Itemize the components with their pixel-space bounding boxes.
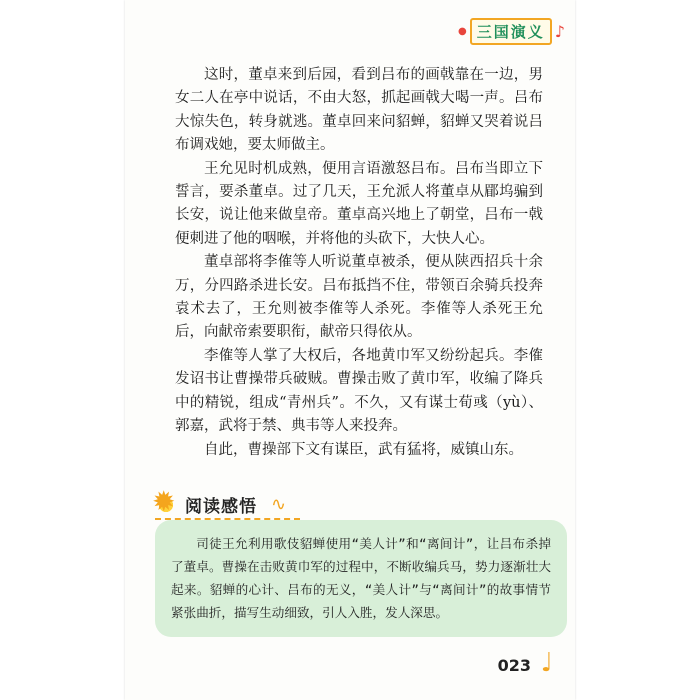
music-note-icon: ♪	[554, 22, 565, 41]
page-number: 023	[497, 656, 531, 675]
music-note-icon: ♩	[540, 648, 553, 678]
section-heading	[155, 492, 286, 517]
paragraph: 这时，董卓来到后园，看到吕布的画戟靠在一边，男女二人在亭中说话，不由大怒，抓起画戟大喝一声。吕布大惊失色，转身就逃。董卓回来问貂蝉，貂蝉又哭着说吕布调戏她，要太师做主。	[175, 67, 543, 154]
dot-icon: ●	[458, 26, 467, 37]
book-title: 三国演义	[470, 18, 552, 45]
paragraph: 李傕等人掌了大权后，各地黄巾军又纷纷起兵。李傕发诏书让曹操带兵破贼。曹操击败了黄巾军，收编了降兵中的精锐，组成“青州兵”。不久，又有谋士荀彧（yù）、郭嘉，武将于禁、典韦等人来投奔。	[175, 347, 543, 435]
paragraph: 王允见时机成熟，便用言语激怒吕布。吕布当即立下誓言，要杀董卓。过了几天，王允派人将董卓从郿坞骗到长安，说让他来做皇帝。董卓高兴地上了朝堂，吕布一戟便刺进了他的咽喉，并将他的头砍下，大快人心。	[175, 160, 543, 247]
section-title: 阅读感悟	[185, 497, 257, 517]
reading-summary-box	[155, 520, 567, 637]
paragraph: 董卓部将李傕等人听说董卓被杀，便从陕西招兵十余万，分四路杀进长安。吕布抵挡不住，带领百余骑兵投奔袁术去了，王允则被李傕等人杀死。李傕等人杀死王允后，向献帝索要职衔，献帝只得依从。	[175, 254, 543, 341]
paragraph: 自此，曹操部下文有谋臣，武有猛将，威镇山东。	[204, 441, 523, 458]
book-title-badge	[458, 18, 565, 45]
main-text	[175, 64, 543, 462]
book-page	[125, 0, 575, 700]
sun-icon	[155, 494, 177, 516]
squiggle-icon: ∿	[271, 494, 287, 515]
summary-text: 司徒王允利用歌伎貂蝉使用“美人计”和“离间计”，让吕布杀掉了董卓。曹操在击败黄巾军的过程中，不断收编兵马，势力逐渐壮大起来。貂蝉的心计、吕布的无义，“美人计”与“离间计”的故事情节紧张曲折，描写生动细致，引人入胜，发人深思。	[171, 536, 551, 620]
